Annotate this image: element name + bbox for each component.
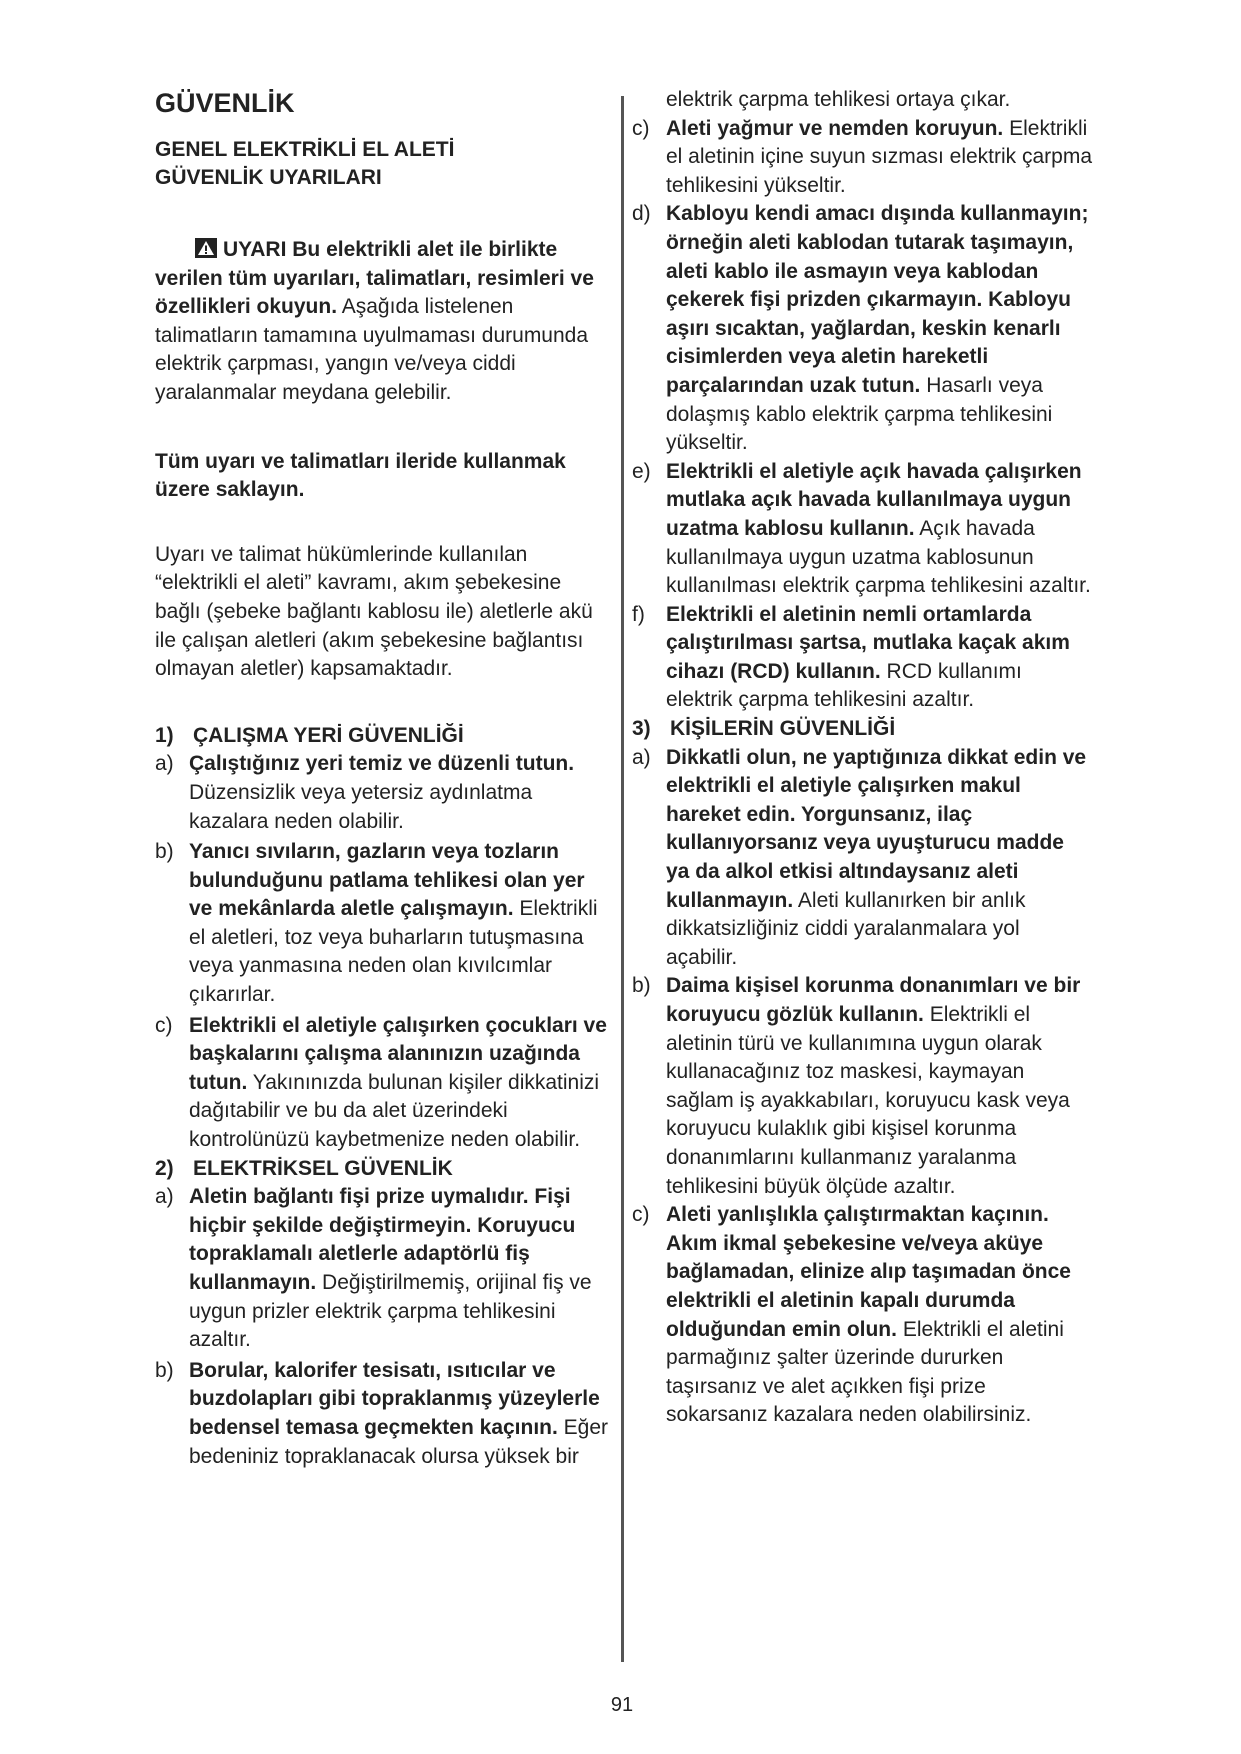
item-bold: Elektrikli el aletiyle açık havada çalışırken mutlaka açık havada kullanılmaya uygun uzatma kablosu kullanın. <box>666 459 1082 540</box>
item-text: Düzensizlik veya yetersiz aydınlatma kazalara neden olabilir. <box>189 780 533 833</box>
item-text: Hasarlı veya dolaşmış kablo elektrik çarpma tehlikesini yükseltir. <box>666 373 1053 455</box>
item-label: b) <box>632 974 651 998</box>
item-bold: Dikkatli olun, ne yaptığınıza dikkat edin ve elektrikli el aletiyle çalışırken makul hareket edin. Yorgunsanız, ilaç kullanıyorsanız veya uyuşturucu madde ya da alkol etkisi altındaysanız aleti kullanmayın. <box>666 745 1087 912</box>
section-number: 3) <box>632 717 651 741</box>
item-bold: Elektrikli el aletinin nemli ortamlarda çalıştırılması şartsa, mutlaka kaçak akım cihazı (RCD) kullanın. <box>666 602 1070 683</box>
item-bold: Elektrikli el aletiyle çalışırken çocukları ve başkalarını çalışma alanınızın uzağında tutun. <box>189 1013 607 1094</box>
item-text: Eğer bedeniniz topraklanacak olursa yüksek bir <box>189 1415 609 1468</box>
list-item <box>632 1201 1092 1430</box>
right-column <box>632 86 1092 1430</box>
item-bold: Çalıştığınız yeri temiz ve düzenli tutun. <box>189 752 575 776</box>
section-title: KİŞİLERİN GÜVENLİĞİ <box>670 717 896 741</box>
item-bold: Daima kişisel korunma donanımları ve bir koruyucu gözlük kullanın. <box>666 974 1081 1026</box>
definition-paragraph: Uyarı ve talimat hükümlerinde kullanılan “elektrikli el aleti” kavramı, akım şebekesine bağlı (şebeke bağlantı kablosu ile) aletlerle akü ile çalışan aletleri (akım şebekesine bağlantısı olmayan aletler) kapsamaktadır. <box>155 542 593 681</box>
item-text: Elektrikli el aletinin içine suyun sızması elektrik çarpma tehlikesini yükseltir. <box>666 116 1093 197</box>
item-bold: Kabloyu kendi amacı dışında kullanmayın; örneğin aleti kablodan tutarak taşımayın, aleti kablo ile asmayın veya kablodan çekerek fişi prizden çıkarmayın. Kabloyu aşırı sıcaktan, yağlardan, keskin kenarlı cisimlerden veya aletin hareketli parçalarından uzak tutun. <box>666 202 1089 397</box>
item-bold: Aleti yanlışlıkla çalıştırmaktan kaçının. Akım ikmal şebekesine ve/veya aküye bağlamadan, elinize alıp taşımadan önce elektrikli el aletinin kapalı durumda olduğundan emin olun. <box>666 1203 1071 1341</box>
item-label: c) <box>632 116 650 140</box>
list-item <box>155 750 610 836</box>
item-text: RCD kullanımı elektrik çarpma tehlikesini azaltır. <box>666 659 1022 712</box>
item-text: Yakınınızda bulunan kişiler dikkatinizi dağıtabilir ve bu da alet üzerindeki kontrolünüzü kaybetmenize neden olabilir. <box>189 1070 600 1152</box>
list-item <box>155 838 610 1010</box>
list-item <box>632 115 1092 201</box>
list-item <box>155 1012 610 1155</box>
section-title: ELEKTRİKSEL GÜVENLİK <box>193 1156 453 1180</box>
list-item <box>632 458 1092 601</box>
warning-paragraph <box>155 236 610 408</box>
section-3-heading <box>632 715 1092 744</box>
section-title: ÇALIŞMA YERİ GÜVENLİĞİ <box>193 723 464 747</box>
list-item <box>632 601 1092 715</box>
item-label: f) <box>632 602 645 626</box>
page-title: GÜVENLİK <box>155 88 295 118</box>
left-column <box>155 86 610 1471</box>
continued-text <box>632 86 1092 115</box>
item-text: Elektrikli el aletini parmağınız şalter üzerinde dururken taşırsanız ve alet açıkken fişi prize sokarsanız kazalara neden olabilirsiniz. <box>666 1317 1064 1427</box>
warning-normal-text: Aşağıda listelenen talimatların tamamına uyulmaması durumunda elektrik çarpması, yangın ve/veya ciddi yaralanmalar meydana gelebilir. <box>155 295 589 404</box>
item-text: Elektrikli el aletleri, toz veya buharların tutuşmasına veya yanmasına neden olan kıvılcımlar çıkarırlar. <box>189 897 598 1007</box>
item-bold: Yanıcı sıvıların, gazların veya tozların bulunduğunu patlama tehlikesi olan yer ve mekânlarda aletle çalışmayın. <box>189 840 585 921</box>
item-label: a) <box>155 1185 174 1209</box>
section-number: 1) <box>155 723 174 747</box>
continued-sentence: elektrik çarpma tehlikesi ortaya çıkar. <box>666 88 1011 111</box>
section-subtitle <box>155 136 610 192</box>
item-label: a) <box>632 745 651 769</box>
item-label: c) <box>632 1203 650 1227</box>
list-item <box>632 744 1092 973</box>
save-instructions-note <box>155 448 610 505</box>
page-number: 91 <box>610 1694 634 1716</box>
item-label: d) <box>632 202 651 226</box>
item-label: c) <box>155 1013 173 1037</box>
save-note-text: Tüm uyarı ve talimatları ileride kullanmak üzere saklayın. <box>155 449 566 502</box>
item-bold: Aletin bağlantı fişi prize uymalıdır. Fişi hiçbir şekilde değiştirmeyin. Koruyucu topraklamalı aletlerle adaptörlü fiş kullanmayın. <box>189 1185 576 1294</box>
subtitle-line-2: GÜVENLİK UYARILARI <box>155 166 382 189</box>
section-2-heading <box>155 1155 610 1184</box>
item-bold: Aleti yağmur ve nemden koruyun. <box>666 116 1004 140</box>
item-text: Değiştirilmemiş, orijinal fiş ve uygun prizler elektrik çarpma tehlikesini azaltır. <box>189 1271 592 1352</box>
item-label: b) <box>155 1358 174 1382</box>
list-item <box>632 972 1092 1201</box>
item-text: Açık havada kullanılmaya uygun uzatma kablosunun kullanılması elektrik çarpma tehlikesini azaltır. <box>666 516 1091 598</box>
section-number: 2) <box>155 1156 174 1180</box>
list-item <box>632 200 1092 457</box>
item-label: a) <box>155 752 174 776</box>
list-item <box>155 1357 610 1471</box>
warning-triangle-icon <box>195 238 217 258</box>
subtitle-line-1: GENEL ELEKTRİKLİ EL ALETİ <box>155 138 455 161</box>
item-text: Elektrikli el aletinin türü ve kullanımına uygun olarak kullanacağınız toz maskesi, kaymayan sağlam iş ayakkabıları, koruyucu kask veya koruyucu kulaklık gibi kişisel korunma donanımlarını kullanmanız yaralanma tehlikesini büyük ölçüde azaltır. <box>666 1003 1070 1198</box>
item-bold: Borular, kalorifer tesisatı, ısıtıcılar ve buzdolapları gibi topraklanmış yüzeylerle bedensel temasa geçmekten kaçının. <box>189 1358 600 1439</box>
item-label: e) <box>632 459 651 483</box>
column-divider <box>621 96 624 1662</box>
item-text: Aleti kullanırken bir anlık dikkatsizliğiniz ciddi yaralanmalara yol açabilir. <box>666 888 1026 969</box>
warning-bold-text: UYARI Bu elektrikli alet ile birlikte verilen tüm uyarıları, talimatları, resimleri ve özellikleri okuyun. <box>155 238 594 319</box>
item-label: b) <box>155 840 174 864</box>
section-1-heading <box>155 722 610 751</box>
list-item <box>155 1183 610 1355</box>
